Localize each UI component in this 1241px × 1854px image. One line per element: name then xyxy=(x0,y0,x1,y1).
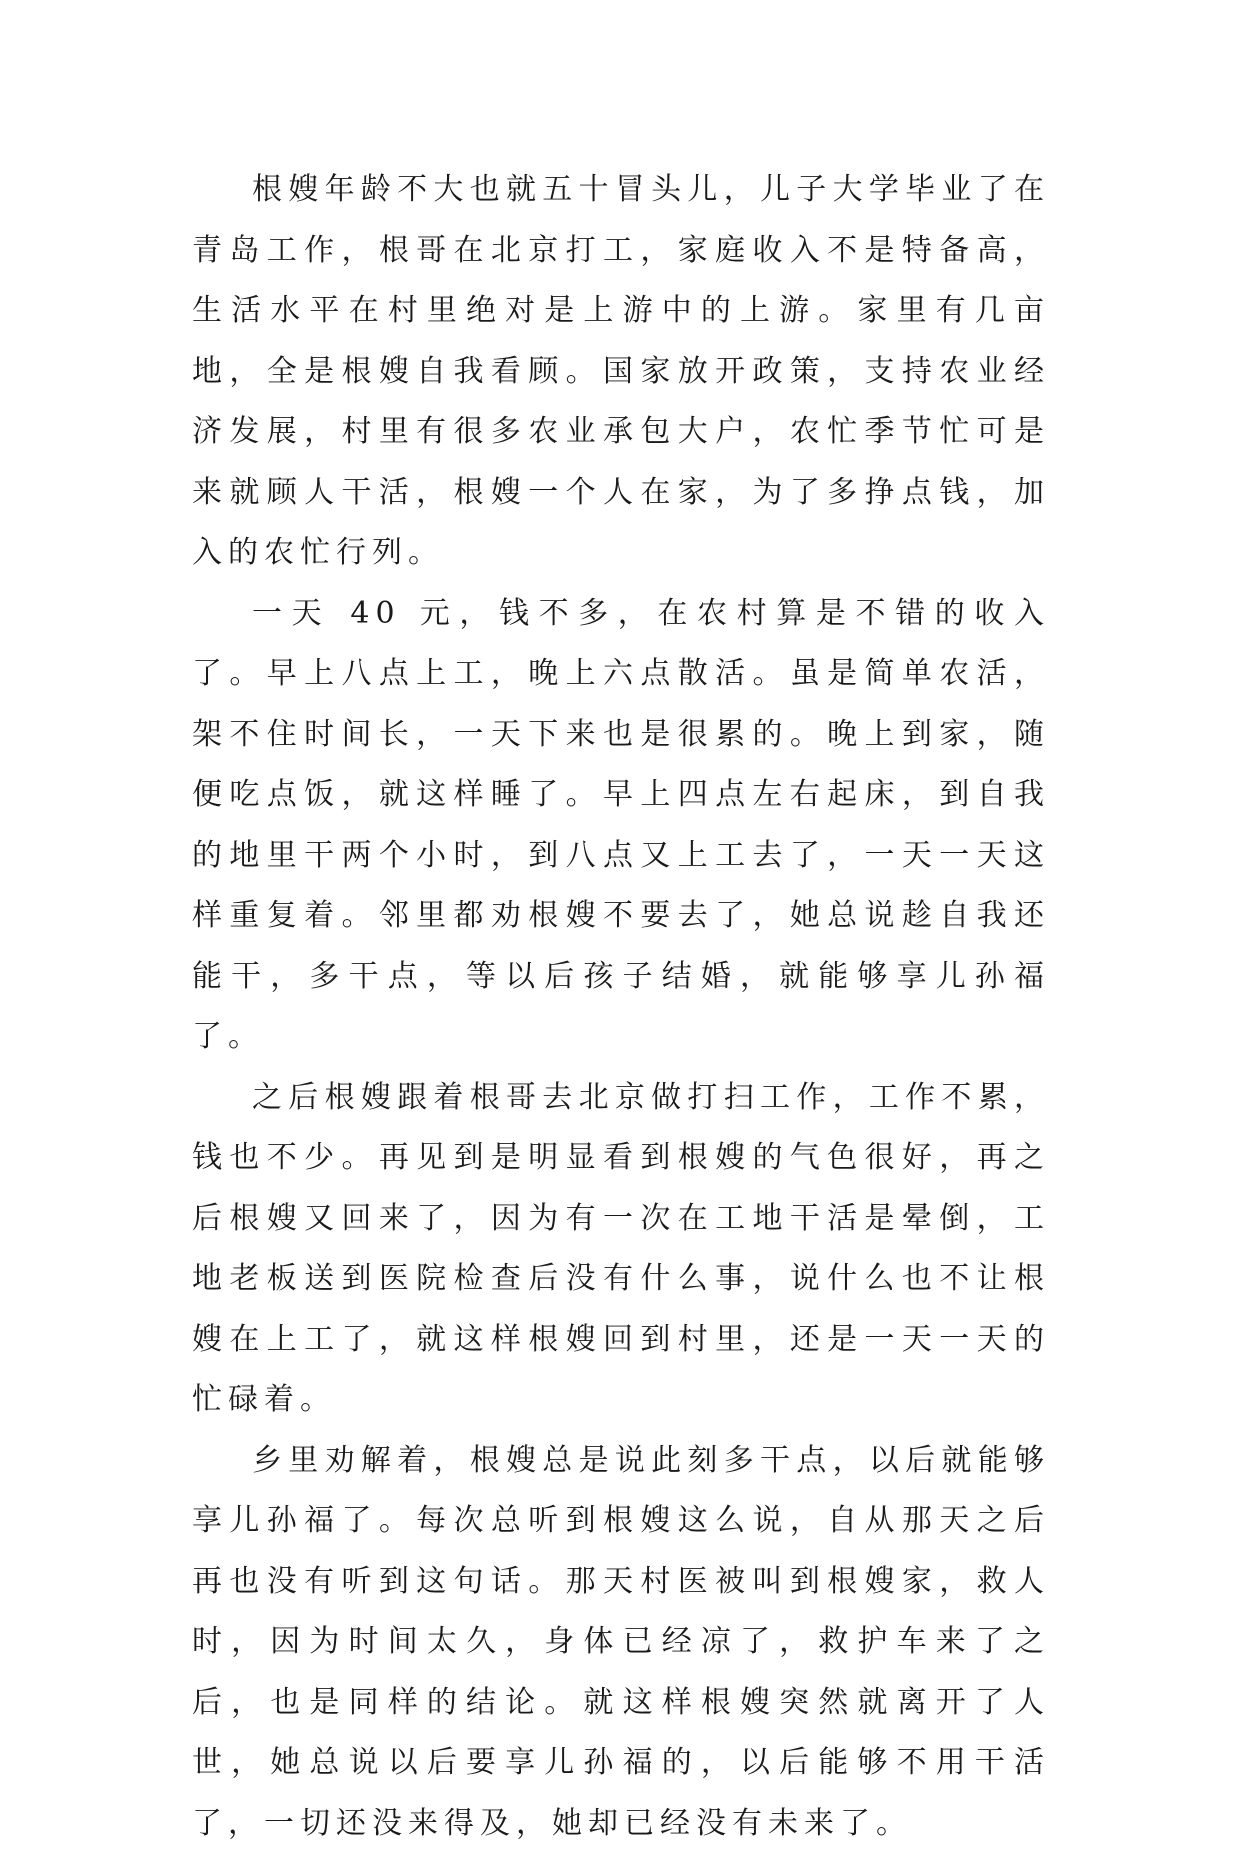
paragraph-1: 根嫂年龄不大也就五十冒头儿，儿子大学毕业了在青岛工作，根哥在北京打工，家庭收入不是特备高，生活水平在村里绝对是上游中的上游。家里有几亩地，全是根嫂自我看顾。国家放开政策，支持农业经济发展，村里有很多农业承包大户，农忙季节忙可是来就顾人干活，根嫂一个人在家，为了多挣点钱，加入的农忙行列。 xyxy=(192,160,1050,584)
document-body xyxy=(192,160,1050,1854)
paragraph-2: 一天 40 元，钱不多，在农村算是不错的收入了。早上八点上工，晚上六点散活。虽是简单农活，架不住时间长，一天下来也是很累的。晚上到家，随便吃点饭，就这样睡了。早上四点左右起床，到自我的地里干两个小时，到八点又上工去了，一天一天这样重复着。邻里都劝根嫂不要去了，她总说趁自我还能干，多干点，等以后孩子结婚，就能够享儿孙福了。 xyxy=(192,584,1050,1068)
paragraph-4: 乡里劝解着，根嫂总是说此刻多干点，以后就能够享儿孙福了。每次总听到根嫂这么说，自从那天之后再也没有听到这句话。那天村医被叫到根嫂家，救人时，因为时间太久，身体已经凉了，救护车来了之后，也是同样的结论。就这样根嫂突然就离开了人世，她总说以后要享儿孙福的，以后能够不用干活了，一切还没来得及，她却已经没有未来了。 xyxy=(192,1431,1050,1854)
paragraph-3: 之后根嫂跟着根哥去北京做打扫工作，工作不累，钱也不少。再见到是明显看到根嫂的气色很好，再之后根嫂又回来了，因为有一次在工地干活是晕倒，工地老板送到医院检查后没有什么事，说什么也不让根嫂在上工了，就这样根嫂回到村里，还是一天一天的忙碌着。 xyxy=(192,1068,1050,1431)
